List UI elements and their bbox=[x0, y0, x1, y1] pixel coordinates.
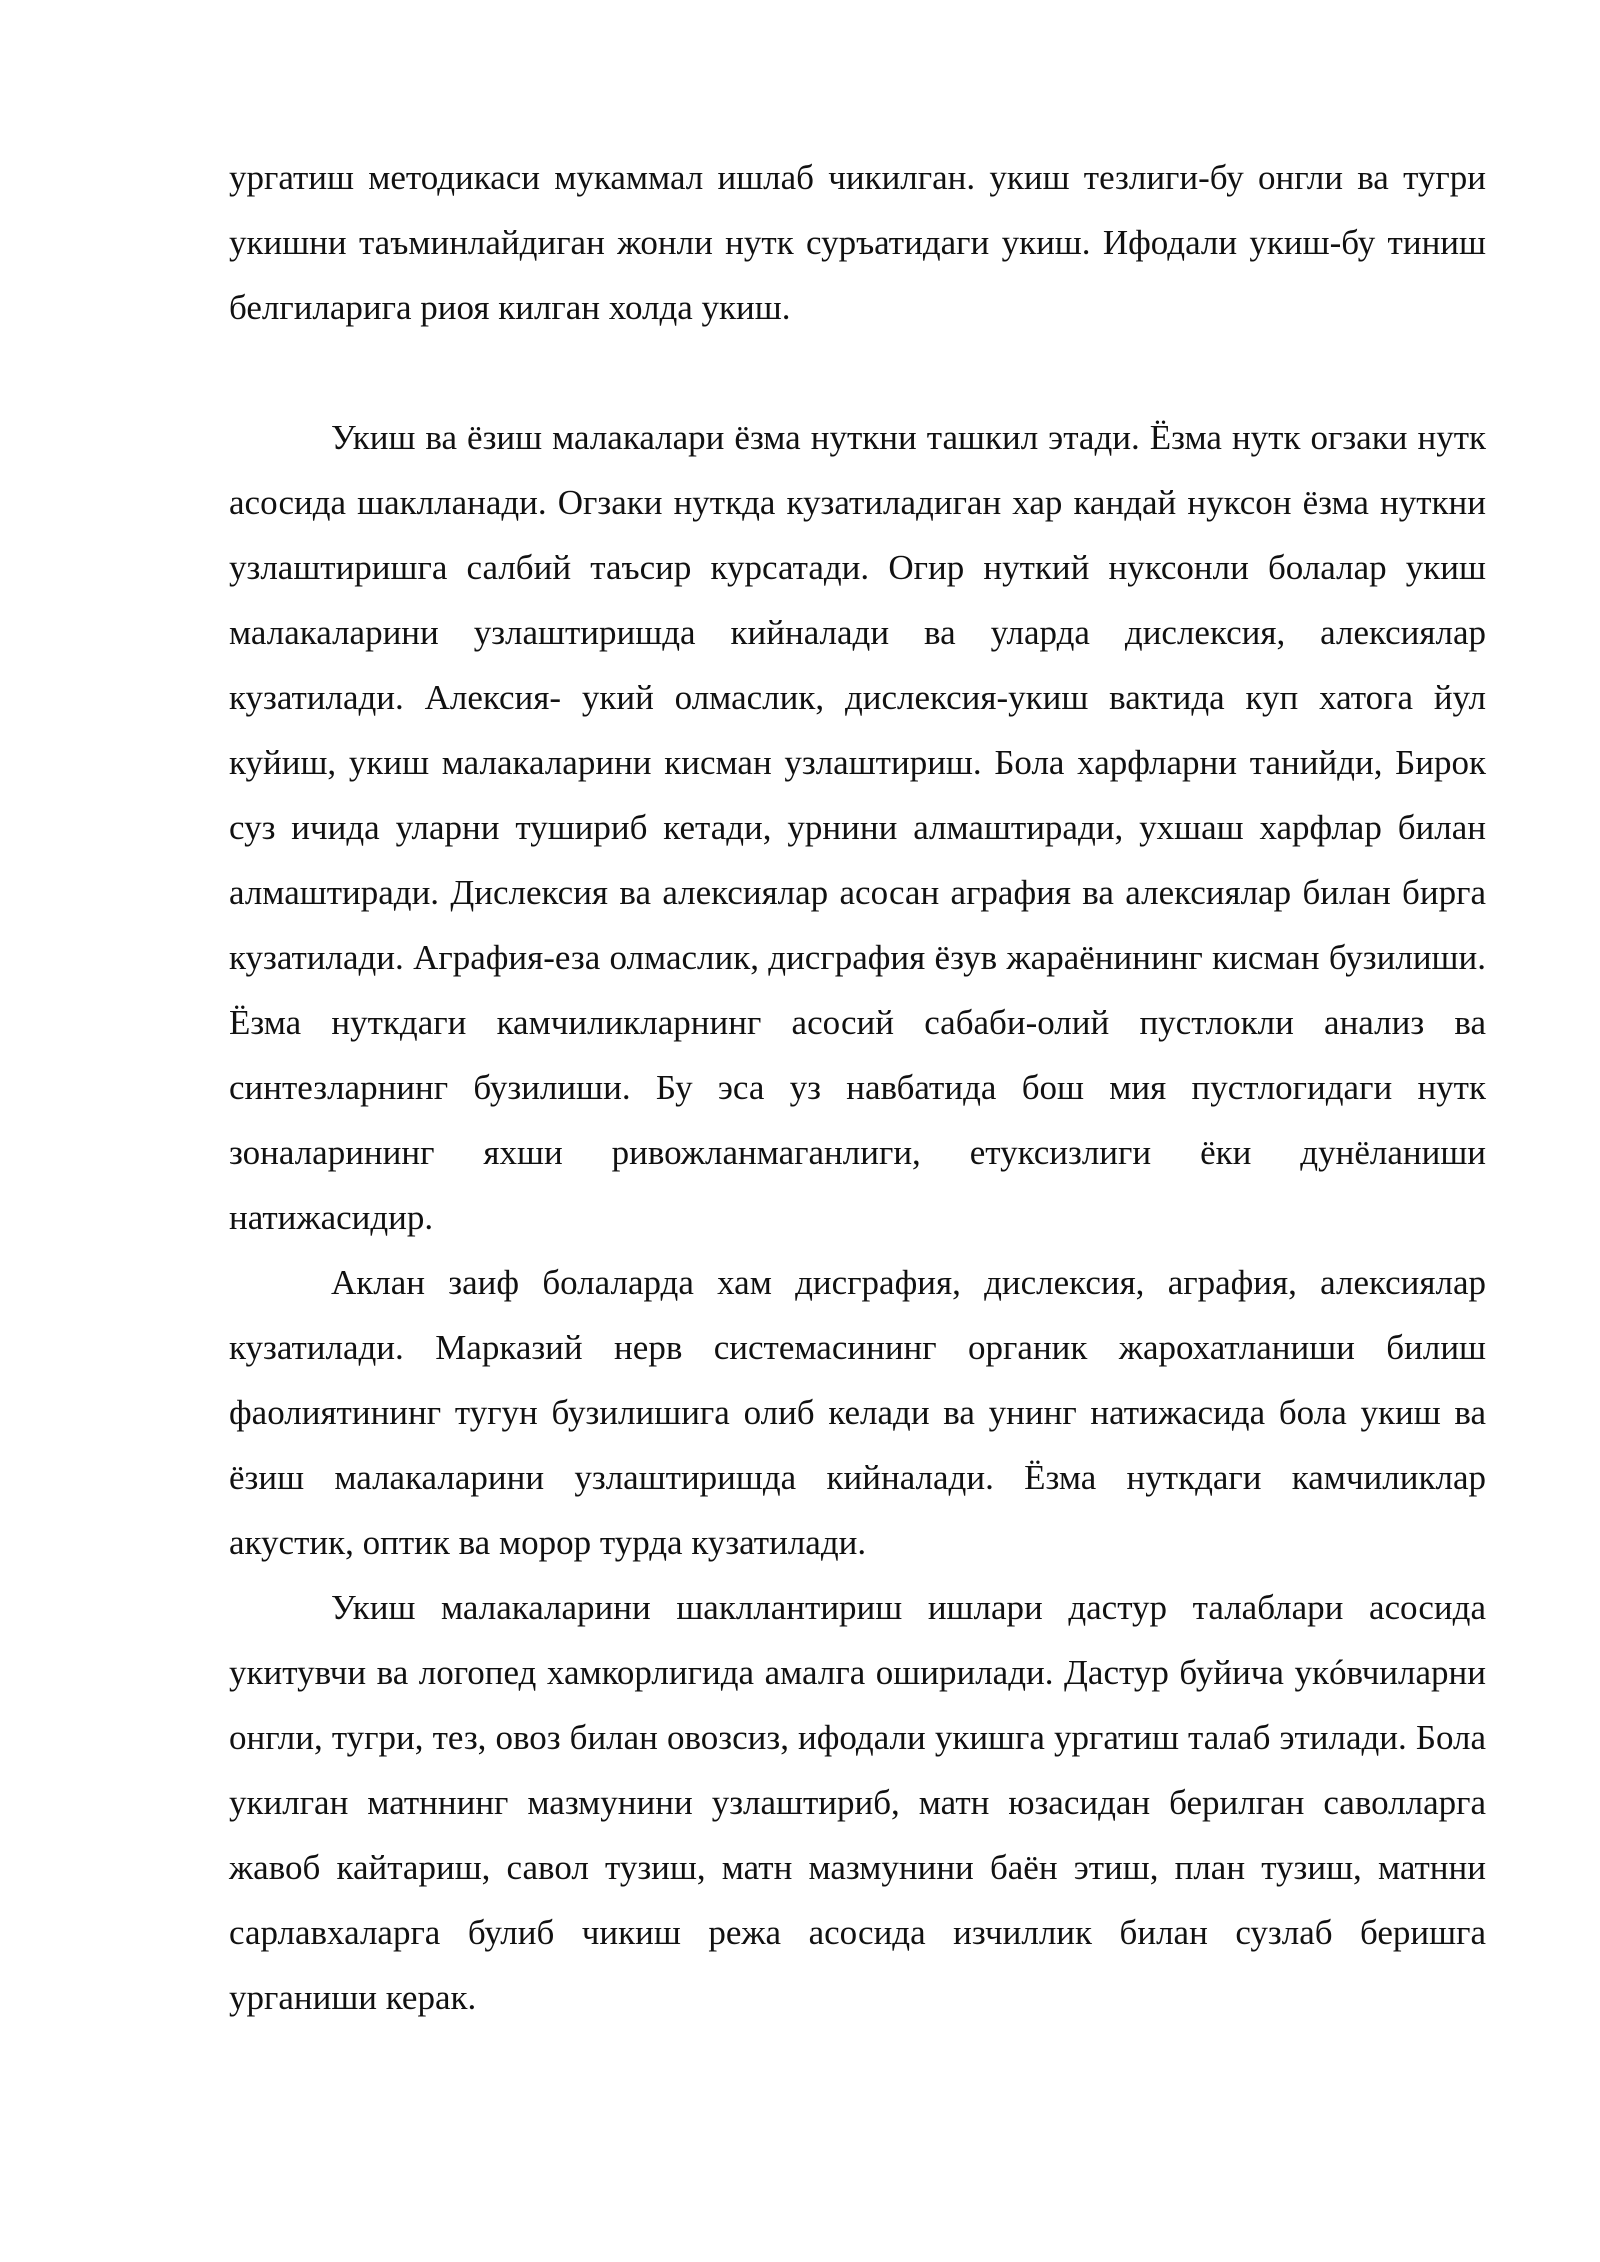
paragraph-3: Аклан заиф болаларда хам дисграфия, дислексия, аграфия, алексиялар кузатилади. Марказий нерв системасининг органик жарохатланиши билиш фаолиятининг тугун бузилишига олиб келади ва унинг натижасида бола укиш ва ёзиш малакаларини узлаштиришда кийналади. Ёзма нуткдаги камчиликлар акустик, оптик ва морор турда кузатилади. bbox=[229, 1263, 1486, 1562]
paragraph-2: Укиш ва ёзиш малакалари ёзма нуткни ташкил этади. Ёзма нутк огзаки нутк асосида шаклланади. Огзаки нуткда кузатиладиган хар кандай нуксон ёзма нуткни узлаштиришга салбий таъсир курсатади. Огир нуткий нуксонли болалар укиш малакаларини узлаштиришда кийналади ва уларда дислексия, алексиялар кузатилади. Алексия- укий олмаслик, дислексия-укиш вактида куп хатога йул куйиш, укиш малакаларини кисман узлаштириш. Бола харфларни танийди, Бирок суз ичида уларни тушириб кетади, урнини алмаштиради, ухшаш харфлар билан алмаштиради. Дислексия ва алексиялар асосан аграфия ва алексиялар билан бирга кузатилади. Аграфия-еза олмаслик, дисграфия ёзув жараёнининг кисман бузилиши. Ёзма нуткдаги камчиликларнинг асосий сабаби-олий пустлокли анализ ва синтезларнинг бузилиши. Бу эса уз навбатида бош мия пустлогидаги нутк зоналарининг яхши ривожланмаганлиги, етуксизлиги ёки дунёланиши натижасидир. bbox=[229, 418, 1486, 1237]
paragraph-1: ургатиш методикаси мукаммал ишлаб чикилган. укиш тезлиги-бу онгли ва тугри укишни таъминлайдиган жонли нутк суръатидаги укиш. Ифодали укиш-бу тиниш белгиларига риоя килган холда укиш. bbox=[229, 158, 1486, 327]
text-block-main bbox=[229, 405, 1486, 2030]
text-block-top bbox=[229, 145, 1486, 340]
paragraph-4: Укиш малакаларини шакллантириш ишлари дастур талаблари асосида укитувчи ва логопед хамкорлигида амалга оширилади. Дастур буйича укóвчиларни онгли, тугри, тез, овоз билан овозсиз, ифодали укишга ургатиш талаб этилади. Бола укилган матннинг мазмунини узлаштириб, матн юзасидан берилган саволларга жавоб кайтариш, савол тузиш, матн мазмунини баён этиш, план тузиш, матнни сарлавхаларга булиб чикиш режа асосида изчиллик билан сузлаб беришга урганиши керак. bbox=[229, 1588, 1486, 2017]
